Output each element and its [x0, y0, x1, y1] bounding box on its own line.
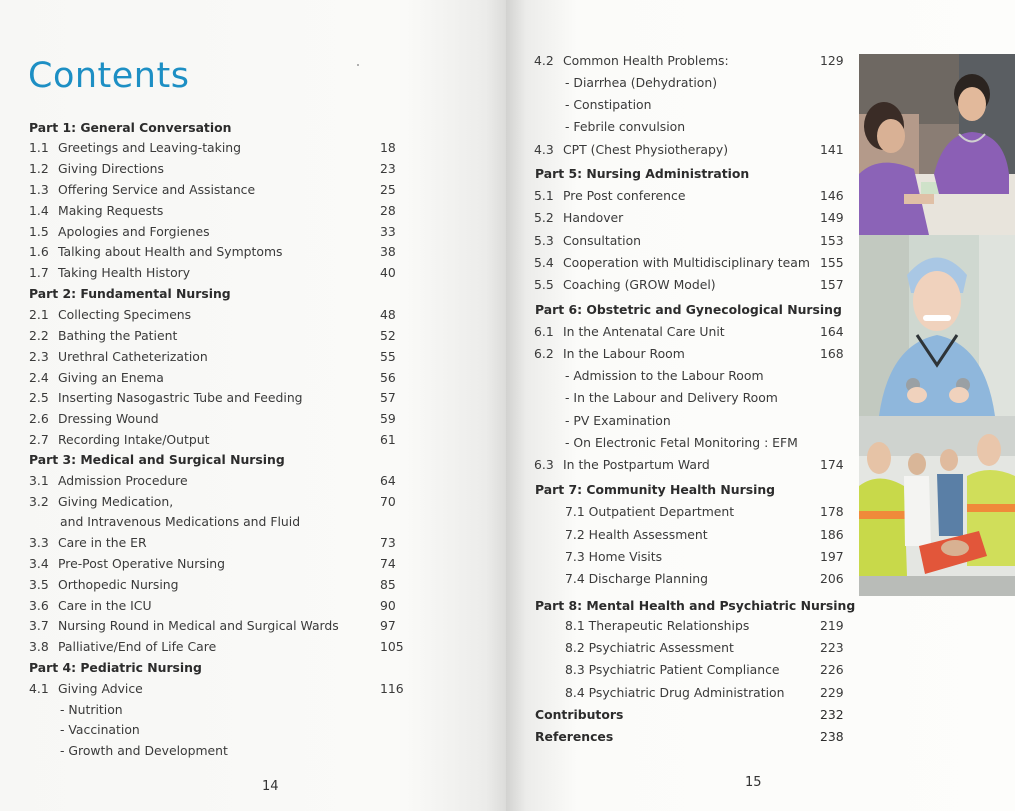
- toc-entry-number: 3.1: [29, 473, 49, 488]
- toc-entry-title: Giving Directions: [58, 161, 164, 176]
- toc-subitem: [0, 700, 420, 720]
- toc-entry-number: 6.1: [534, 324, 554, 339]
- toc-entry-number: 5.3: [534, 233, 554, 248]
- toc-entry-title: Giving Medication,: [58, 494, 174, 509]
- toc-section-heading: [506, 164, 856, 184]
- toc-page-number: 61: [380, 432, 396, 447]
- toc-page-number: 229: [820, 685, 844, 700]
- smiling-nurse-photo: [859, 235, 1015, 416]
- toc-heading-title: Contributors: [535, 707, 624, 722]
- toc-entry: [0, 263, 420, 283]
- toc-subitem-title: - Constipation: [565, 97, 652, 112]
- toc-heading-title: References: [535, 729, 614, 744]
- toc-entry-title: Offering Service and Assistance: [58, 182, 256, 197]
- print-speck: [357, 64, 359, 66]
- toc-entry-number: 5.5: [534, 277, 554, 292]
- toc-entry-number: 2.5: [29, 390, 49, 405]
- toc-entry: [0, 471, 420, 491]
- toc-entry-title: Inserting Nasogastric Tube and Feeding: [58, 390, 303, 405]
- toc-heading-title: Part 6: Obstetric and Gynecological Nursing: [535, 302, 842, 317]
- toc-entry-number: 2.2: [29, 328, 49, 343]
- toc-entry-number: 4.3: [534, 142, 554, 157]
- toc-section-heading: [0, 658, 420, 678]
- toc-heading-title: Part 4: Pediatric Nursing: [29, 660, 202, 675]
- toc-page-number: 38: [380, 244, 396, 259]
- toc-subitem: [506, 525, 856, 545]
- toc-page-number: 116: [380, 681, 404, 696]
- toc-page-number: 64: [380, 473, 396, 488]
- toc-page-number: 238: [820, 729, 844, 744]
- toc-page-number: 105: [380, 639, 404, 654]
- toc-subitem: [506, 117, 856, 137]
- toc-subitem-title: 7.2 Health Assessment: [565, 527, 708, 542]
- toc-page-number: 223: [820, 640, 844, 655]
- toc-entry: [0, 492, 420, 512]
- toc-entry-number: 2.3: [29, 349, 49, 364]
- toc-page-number: 73: [380, 535, 396, 550]
- toc-page-number: 149: [820, 210, 844, 225]
- toc-entry: [0, 388, 420, 408]
- toc-subitem: [506, 547, 856, 567]
- toc-entry-title: Apologies and Forgienes: [58, 224, 210, 239]
- toc-page-number: 206: [820, 571, 844, 586]
- toc-entry-title: Pre Post conference: [563, 188, 686, 203]
- toc-subitem-title: - On Electronic Fetal Monitoring : EFM: [565, 435, 798, 450]
- toc-entry: [0, 138, 420, 158]
- toc-entry: [506, 275, 856, 295]
- toc-page-number: 168: [820, 346, 844, 361]
- toc-entry-title: Admission Procedure: [58, 473, 188, 488]
- toc-page-number: 174: [820, 457, 844, 472]
- toc-entry: [506, 322, 856, 342]
- toc-subitem: [506, 502, 856, 522]
- toc-heading-title: Part 3: Medical and Surgical Nursing: [29, 452, 285, 467]
- toc-subitem: [506, 616, 856, 636]
- toc-entry-title: In the Labour Room: [563, 346, 685, 361]
- toc-entry: [0, 554, 420, 574]
- toc-entry-number: 2.4: [29, 370, 49, 385]
- toc-entry-title: Nursing Round in Medical and Surgical Wards: [58, 618, 339, 633]
- toc-subitem: [506, 683, 856, 703]
- toc-entry-title: Talking about Health and Symptoms: [58, 244, 283, 259]
- toc-entry: [0, 222, 420, 242]
- toc-heading-title: Part 2: Fundamental Nursing: [29, 286, 231, 301]
- toc-subitem-title: 8.2 Psychiatric Assessment: [565, 640, 734, 655]
- toc-entry-title: Dressing Wound: [58, 411, 159, 426]
- toc-section-heading: [506, 596, 856, 616]
- toc-entry-title: Giving an Enema: [58, 370, 164, 385]
- toc-page-number: 153: [820, 233, 844, 248]
- toc-entry-title: Pre-Post Operative Nursing: [58, 556, 225, 571]
- toc-page-number: 28: [380, 203, 396, 218]
- toc-entry: [0, 242, 420, 262]
- toc-entry-number: 3.8: [29, 639, 49, 654]
- toc-entry-number: 1.3: [29, 182, 49, 197]
- toc-page-number: 33: [380, 224, 396, 239]
- toc-section-heading: [0, 450, 420, 470]
- toc-page-number: 40: [380, 265, 396, 280]
- toc-entry: [0, 637, 420, 657]
- toc-page-number: 141: [820, 142, 844, 157]
- toc-entry-title: Care in the ICU: [58, 598, 152, 613]
- toc-subitem: [506, 366, 856, 386]
- toc-entry-title: Care in the ER: [58, 535, 147, 550]
- toc-page-number: 226: [820, 662, 844, 677]
- toc-section-heading: [0, 118, 420, 138]
- toc-entry: [0, 368, 420, 388]
- left-page: [0, 0, 506, 811]
- emergency-stretcher-photo: [859, 416, 1015, 596]
- toc-entry: [506, 208, 856, 228]
- toc-subitem: [506, 569, 856, 589]
- toc-entry-number: 1.5: [29, 224, 49, 239]
- toc-page-number: 178: [820, 504, 844, 519]
- toc-entry-title: Palliative/End of Life Care: [58, 639, 217, 654]
- toc-entry-title: CPT (Chest Physiotherapy): [563, 142, 729, 157]
- toc-entry-number: 1.7: [29, 265, 49, 280]
- toc-page-number: 25: [380, 182, 396, 197]
- toc-page-number: 59: [380, 411, 396, 426]
- toc-page-number: 74: [380, 556, 396, 571]
- right-page: [506, 0, 1015, 811]
- toc-subitem-title: 8.4 Psychiatric Drug Administration: [565, 685, 785, 700]
- toc-entry-title: Giving Advice: [58, 681, 143, 696]
- toc-entry: [0, 596, 420, 616]
- toc-entry-title: Urethral Catheterization: [58, 349, 208, 364]
- toc-entry: [0, 575, 420, 595]
- toc-page-number: 56: [380, 370, 396, 385]
- toc-heading-title: Part 7: Community Health Nursing: [535, 482, 776, 497]
- toc-entry-number: 6.2: [534, 346, 554, 361]
- toc-entry-title: Cooperation with Multidisciplinary team: [563, 255, 810, 270]
- toc-section-heading: [506, 705, 856, 725]
- toc-page-number: 129: [820, 53, 844, 68]
- toc-entry-number: 2.7: [29, 432, 49, 447]
- toc-entry: [506, 140, 856, 160]
- toc-entry-title: Common Health Problems:: [563, 53, 729, 68]
- toc-entry-number: 5.1: [534, 188, 554, 203]
- toc-entry-title: Coaching (GROW Model): [563, 277, 716, 292]
- toc-entry-number: 1.2: [29, 161, 49, 176]
- toc-entry-number: 4.2: [534, 53, 554, 68]
- toc-entry-title: Bathing the Patient: [58, 328, 178, 343]
- toc-subitem-title: - Growth and Development: [60, 743, 228, 758]
- toc-subitem-title: - PV Examination: [565, 413, 671, 428]
- toc-entry-number: 5.4: [534, 255, 554, 270]
- toc-entry-number: 5.2: [534, 210, 554, 225]
- toc-entry-number: 3.5: [29, 577, 49, 592]
- toc-heading-title: Part 5: Nursing Administration: [535, 166, 750, 181]
- toc-section-heading: [506, 480, 856, 500]
- toc-page-number: 197: [820, 549, 844, 564]
- toc-entry-number: 3.7: [29, 618, 49, 633]
- toc-page-number: 90: [380, 598, 396, 613]
- toc-subitem-title: - In the Labour and Delivery Room: [565, 390, 778, 405]
- toc-page-number: 232: [820, 707, 844, 722]
- toc-entry: [0, 347, 420, 367]
- toc-page-number: 85: [380, 577, 396, 592]
- toc-entry: [0, 679, 420, 699]
- toc-subitem-title: 7.3 Home Visits: [565, 549, 663, 564]
- toc-page-number: 52: [380, 328, 396, 343]
- toc-page-number: 164: [820, 324, 844, 339]
- toc-entry: [506, 231, 856, 251]
- toc-subitem-title: - Admission to the Labour Room: [565, 368, 764, 383]
- toc-subitem-title: - Nutrition: [60, 702, 123, 717]
- toc-entry-number: 3.4: [29, 556, 49, 571]
- toc-section-heading: [0, 284, 420, 304]
- toc-page-number: 48: [380, 307, 396, 322]
- toc-subitem-title: 7.1 Outpatient Department: [565, 504, 735, 519]
- photo-strip: [859, 54, 1015, 596]
- toc-entry: [0, 326, 420, 346]
- toc-subitem: [506, 433, 856, 453]
- toc-entry-number: 3.6: [29, 598, 49, 613]
- toc-entry-number: 6.3: [534, 457, 554, 472]
- toc-subitem-title: 7.4 Discharge Planning: [565, 571, 709, 586]
- contents-title: Contents: [28, 56, 190, 96]
- left-page-number: 14: [262, 779, 279, 794]
- toc-page-number: 18: [380, 140, 396, 155]
- toc-page-number: 70: [380, 494, 396, 509]
- toc-subitem: [506, 73, 856, 93]
- toc-page-number: 55: [380, 349, 396, 364]
- toc-entry: [506, 51, 856, 71]
- toc-page-number: 23: [380, 161, 396, 176]
- toc-entry-number: 1.1: [29, 140, 49, 155]
- toc-entry-number: 4.1: [29, 681, 49, 696]
- toc-entry-number: 2.6: [29, 411, 49, 426]
- toc-subitem-title: - Diarrhea (Dehydration): [565, 75, 718, 90]
- toc-entry-title: Making Requests: [58, 203, 164, 218]
- toc-entry: [0, 201, 420, 221]
- toc-entry-number: 3.3: [29, 535, 49, 550]
- toc-subitem-title: 8.1 Therapeutic Relationships: [565, 618, 750, 633]
- toc-subitem: [506, 388, 856, 408]
- toc-subitem-title: - Febrile convulsion: [565, 119, 686, 134]
- toc-heading-title: Part 8: Mental Health and Psychiatric Nursing: [535, 598, 856, 613]
- toc-entry: [506, 455, 856, 475]
- toc-subitem-title: 8.3 Psychiatric Patient Compliance: [565, 662, 780, 677]
- toc-page-number: 186: [820, 527, 844, 542]
- right-page-number: 15: [745, 775, 762, 790]
- toc-entry-title: Taking Health History: [58, 265, 191, 280]
- toc-entry: [506, 344, 856, 364]
- toc-entry: [0, 616, 420, 636]
- toc-entry-title: In the Postpartum Ward: [563, 457, 710, 472]
- toc-entry-title: Recording Intake/Output: [58, 432, 210, 447]
- toc-entry: [0, 159, 420, 179]
- toc-entry-title: Handover: [563, 210, 624, 225]
- toc-page-number: 57: [380, 390, 396, 405]
- toc-entry-number: 2.1: [29, 307, 49, 322]
- toc-subitem: [0, 741, 420, 761]
- toc-subitem-title: and Intravenous Medications and Fluid: [60, 514, 301, 529]
- toc-section-heading: [506, 300, 856, 320]
- toc-page-number: 97: [380, 618, 396, 633]
- toc-entry-title: In the Antenatal Care Unit: [563, 324, 725, 339]
- toc-entry-number: 1.6: [29, 244, 49, 259]
- toc-subitem: [506, 638, 856, 658]
- toc-entry-title: Collecting Specimens: [58, 307, 192, 322]
- toc-page-number: 155: [820, 255, 844, 270]
- toc-entry-title: Orthopedic Nursing: [58, 577, 179, 592]
- toc-page-number: 219: [820, 618, 844, 633]
- toc-entry: [0, 180, 420, 200]
- toc-entry: [0, 409, 420, 429]
- toc-page-number: 146: [820, 188, 844, 203]
- toc-subitem: [0, 512, 420, 532]
- nurses-at-desk-photo: [859, 54, 1015, 235]
- toc-entry: [506, 186, 856, 206]
- toc-subitem: [506, 660, 856, 680]
- toc-subitem: [506, 95, 856, 115]
- toc-entry: [506, 253, 856, 273]
- toc-entry-title: Consultation: [563, 233, 642, 248]
- toc-entry-title: Greetings and Leaving-taking: [58, 140, 241, 155]
- toc-entry-number: 1.4: [29, 203, 49, 218]
- toc-entry: [0, 305, 420, 325]
- toc-subitem-title: - Vaccination: [60, 722, 140, 737]
- toc-subitem: [0, 720, 420, 740]
- toc-heading-title: Part 1: General Conversation: [29, 120, 232, 135]
- toc-entry: [0, 430, 420, 450]
- toc-subitem: [506, 411, 856, 431]
- toc-section-heading: [506, 727, 856, 747]
- toc-page-number: 157: [820, 277, 844, 292]
- toc-entry: [0, 533, 420, 553]
- toc-entry-number: 3.2: [29, 494, 49, 509]
